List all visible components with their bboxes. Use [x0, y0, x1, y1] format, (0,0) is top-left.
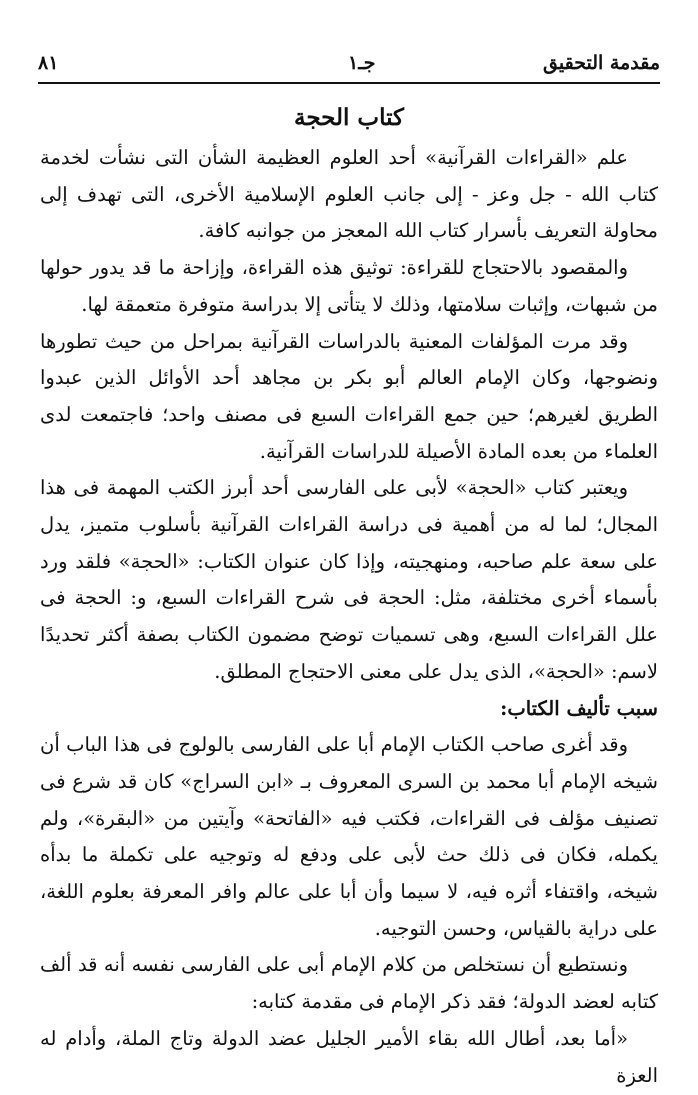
- paragraph: وقد أغرى صاحب الكتاب الإمام أبا على الفارسى بالولوج فى هذا الباب أن شيخه الإمام أبا محمد بن السرى المعروف بـ «ابن السراج» كان قد شرع فى تصنيف مؤلف فى القراءات، فكتب فيه «الفاتحة» وآيتين من «البقرة»، ولم يكمله، فكان فى ذلك حث لأبى على ودفع له وتوجيه على تكملة ما بدأه شيخه، واقتفاء أثره فيه، لا سيما وأن أبا على عالم وافر المعرفة بعلوم اللغة، على دراية بالقياس، وحسن التوجيه.: [40, 733, 658, 940]
- header-section-title: مقدمة التحقيق: [543, 52, 660, 74]
- running-header: [38, 50, 660, 84]
- paragraph: ونستطيع أن نستخلص من كلام الإمام أبى على الفارسى نفسه أنه قد ألف كتابه لعضد الدولة؛ فقد ذكر الإمام فى مقدمة كتابه:: [40, 953, 658, 1014]
- paragraph: ويعتبر كتاب «الحجة» لأبى على الفارسى أحد أبرز الكتب المهمة فى هذا المجال؛ لما له من أهمية فى دراسة القراءات القرآنية بأسلوب متميز، يدل على سعة علم صاحبه، ومنهجيته، وإذا كان عنوان الكتاب: «الحجة» فلقد ورد بأسماء أخرى مختلفة، مثل: الحجة فى شرح القراءات السبع، و: الحجة فى علل القراءات السبع، وهى تسميات توضح مضمون الكتاب بصفة أكثر تحديدًا لاسم: «الحجة»، الذى يدل على معنى الاحتجاج المطلق.: [40, 476, 658, 683]
- book-title: كتاب الحجة: [294, 104, 404, 131]
- header-page-number: ٨١: [38, 52, 59, 74]
- paragraph: والمقصود بالاحتجاج للقراءة: توثيق هذه القراءة، وإزاحة ما قد يدور حولها من شبهات، وإثبات سلامتها، وذلك لا يتأتى إلا بدراسة متوفرة متعمقة لها.: [40, 256, 658, 316]
- header-volume: جـ١: [348, 52, 376, 74]
- section-heading: سبب تأليف الكتاب:: [500, 696, 658, 720]
- body-text: [40, 140, 658, 1094]
- paragraph: علم «القراءات القرآنية» أحد العلوم العظيمة الشأن التى نشأت لخدمة كتاب الله - جل وعز - إلى جانب العلوم الإسلامية الأخرى، التى تهدف إلى محاولة التعريف بأسرار كتاب الله المعجز من جوانبه كافة.: [40, 146, 658, 243]
- paragraph: وقد مرت المؤلفات المعنية بالدراسات القرآنية بمراحل من حيث تطورها ونضوجها، وكان الإمام العالم أبو بكر بن مجاهد أحد الأوائل الذين عبدوا الطريق لغيرهم؛ حين جمع القراءات السبع فى مصنف واحد؛ فاجتمعت لدى العلماء من بعده المادة الأصيلة للدراسات القرآنية.: [40, 329, 658, 463]
- paragraph: «أما بعد، أطال الله بقاء الأمير الجليل عضد الدولة وتاج الملة، وأدام له العزة: [40, 1026, 658, 1087]
